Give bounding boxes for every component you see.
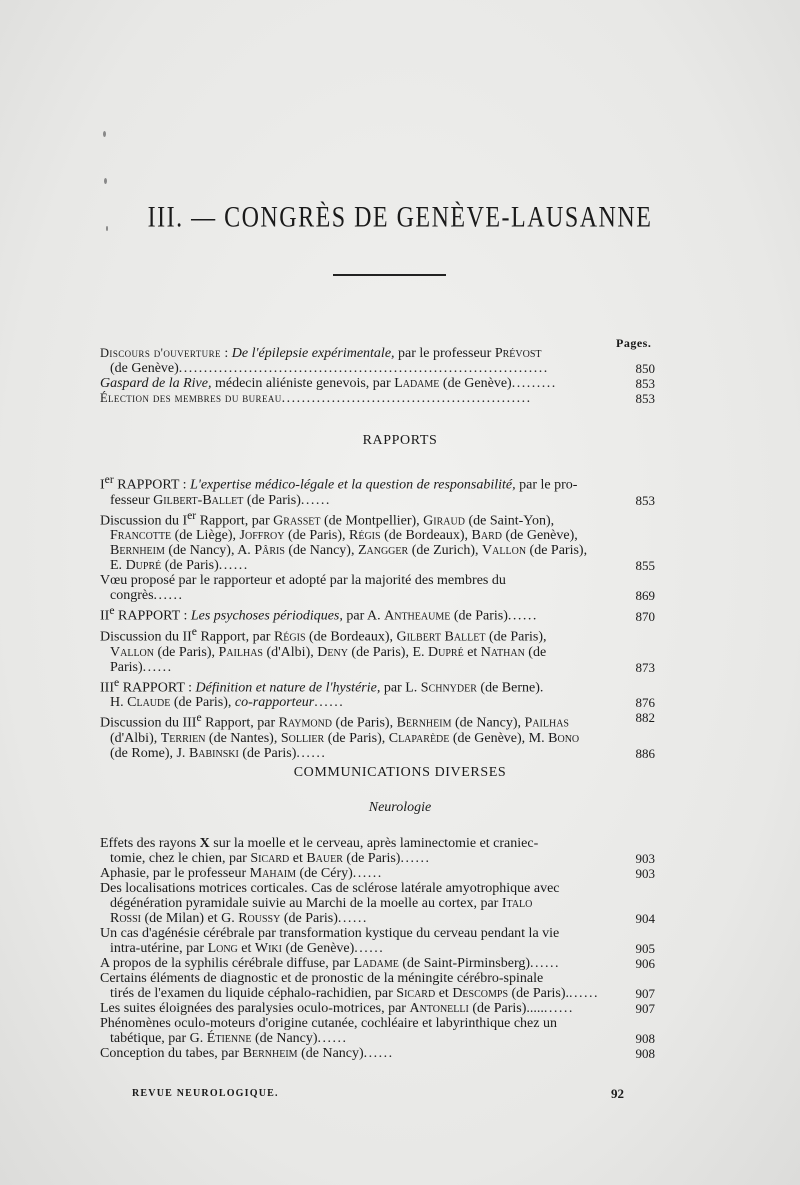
entry-lead: Discours d'ouverture xyxy=(100,346,221,360)
entry-line: fesseur Gilbert-Ballet (de Paris)...... xyxy=(110,492,331,508)
leader-dots: ...... xyxy=(153,588,184,604)
page-number: 907 xyxy=(635,986,655,1001)
entry-line: A propos de la syphilis cérébrale diffuse, par Ladame (de Saint-Pirminsberg)...... xyxy=(100,956,561,971)
entry-line: dégénération pyramidale suivie au Marchi de la moelle au cortex, par Italo xyxy=(110,896,533,911)
entry-line: IIIe RAPPORT : Définition et nature de l'hystérie, par L. Schnyder (de Berne). xyxy=(100,675,544,696)
toc-entry-c9 xyxy=(100,1046,655,1061)
leader-dots: ...... xyxy=(543,1001,574,1016)
section-subheading-neurologie: Neurologie xyxy=(368,800,432,815)
entry-lead: Élection des membres du bureau xyxy=(100,391,282,405)
scan-speck xyxy=(104,178,107,184)
section-heading-rapports: RAPPORTS xyxy=(362,433,438,448)
footer-sheet-number: 92 xyxy=(611,1086,624,1101)
leader-dots: ...... xyxy=(317,1031,348,1046)
entry-line: (de Rome), J. Babinski (de Paris)...... xyxy=(110,745,327,761)
page-number: 850 xyxy=(635,361,655,376)
entry-line: Bernheim (de Nancy), A. Pâris (de Nancy), Zangger (de Zurich), Vallon (de Paris), xyxy=(110,543,588,559)
page-number: 903 xyxy=(635,866,655,881)
toc-entry-c5 xyxy=(100,956,655,971)
page-number: 905 xyxy=(635,941,655,956)
entry-line: E. Dupré (de Paris)...... xyxy=(110,558,249,574)
entry-title: Gaspard de la Rive, xyxy=(100,376,212,391)
toc-entry-discours xyxy=(100,346,655,376)
leader-dots: ...... xyxy=(354,941,385,956)
toc-communications xyxy=(100,836,655,1061)
leader-dots: ......... xyxy=(511,376,557,391)
entry-line: IIe RAPPORT : Les psychoses périodiques, par A. Antheaume (de Paris)...... xyxy=(100,604,538,624)
entry-line: Certains éléments de diagnostic et de pronostic de la méningite cérébro-spinale xyxy=(100,971,544,986)
page-number: 870 xyxy=(635,608,655,624)
leader-dots: ...... xyxy=(314,695,345,711)
entry-line: Vallon (de Paris), Pailhas (d'Albi), Deny (de Paris), E. Dupré et Nathan (de xyxy=(110,644,547,660)
entry-line: Aphasie, par le professeur Mahaim (de Céry)...... xyxy=(100,866,383,881)
entry-line: Discussion du Ier Rapport, par Grasset (de Montpellier), Giraud (de Saint-Yon), xyxy=(100,508,555,529)
section-heading-communications: COMMUNICATIONS DIVERSES xyxy=(293,765,507,780)
page-number: 855 xyxy=(635,558,655,574)
leader-dots: ...... xyxy=(337,911,368,926)
leader-dots: ...... xyxy=(296,745,327,761)
leader-dots: ...... xyxy=(352,866,383,881)
entry-line: tomie, chez le chien, par Sicard et Bauer (de Paris)...... xyxy=(110,851,431,866)
entry-line: tirés de l'examen du liquide céphalo-rachidien, par Sicard et Descomps (de Paris)....... xyxy=(110,986,600,1001)
entry-title: De l'épilepsie expérimentale, xyxy=(231,346,395,361)
entry-line: Effets des rayons X sur la moelle et le cerveau, après laminectomie et craniec- xyxy=(100,836,539,851)
entry-line: tabétique, par G. Étienne (de Nancy)...... xyxy=(110,1031,348,1046)
entry-line: Vœu proposé par le rapporteur et adopté par la majorité des membres du xyxy=(100,573,506,589)
page-number-secondary: 882 xyxy=(635,710,655,726)
page-title: III. — CONGRÈS DE GENÈVE-LAUSANNE xyxy=(147,201,653,235)
title-rule xyxy=(333,274,446,276)
toc-entry-d2 xyxy=(100,624,655,675)
page-number: 908 xyxy=(635,1031,655,1046)
entry-line: Un cas d'agénésie cérébrale par transformation kystique du cerveau pendant la vie xyxy=(100,926,560,941)
leader-dots: ...... xyxy=(507,608,538,624)
leader-dots: .................................................. xyxy=(281,391,532,406)
toc-entry-c7 xyxy=(100,1001,655,1016)
toc-entry-c8 xyxy=(100,1016,655,1046)
entry-author: Prévost xyxy=(494,346,542,361)
entry-line: Paris)...... xyxy=(110,659,173,675)
page-number: 886 xyxy=(635,745,655,761)
scan-speck xyxy=(103,131,106,137)
toc-entry-gaspard xyxy=(100,376,655,391)
leader-dots: ...... xyxy=(142,659,173,675)
page-number: 904 xyxy=(635,911,655,926)
page-number: 903 xyxy=(635,851,655,866)
leader-dots: ...... xyxy=(569,986,600,1001)
toc-entry-c1 xyxy=(100,836,655,866)
leader-dots: ...... xyxy=(363,1046,394,1061)
page-number: 906 xyxy=(635,956,655,971)
entry-sep: : xyxy=(220,346,232,361)
entry-line: Francotte (de Liège), Joffroy (de Paris), Régis (de Bordeaux), Bard (de Genève), xyxy=(110,528,578,544)
entry-text: par le professeur xyxy=(394,346,495,361)
entry-line: Discussion du IIIe Rapport, par Raymond (de Paris), Bernheim (de Nancy), Pailhas xyxy=(100,711,569,731)
toc-opening xyxy=(100,346,655,406)
toc-entry-c2 xyxy=(100,866,655,881)
toc-rapports xyxy=(100,472,655,761)
entry-line: Des localisations motrices corticales. Cas de sclérose latérale amyotrophique avec xyxy=(100,881,560,896)
page-number: 853 xyxy=(635,492,655,508)
page-number: 869 xyxy=(635,588,655,604)
footer-journal-name: REVUE NEUROLOGIQUE. xyxy=(132,1088,279,1099)
entry-line: Ier RAPPORT : L'expertise médico-légale et la question de responsabilité, par le pro- xyxy=(100,473,578,493)
page-number: 876 xyxy=(635,695,655,711)
toc-entry-c3 xyxy=(100,881,655,926)
page-number: 873 xyxy=(635,659,655,675)
leader-dots: ...... xyxy=(530,956,561,971)
toc-entry-c4 xyxy=(100,926,655,956)
page-number: 853 xyxy=(635,376,655,391)
page-number: 853 xyxy=(635,391,655,406)
pages-column-label: Pages. xyxy=(616,336,652,350)
leader-dots: ...... xyxy=(400,851,431,866)
entry-text: (de Genève) xyxy=(110,361,179,376)
entry-line: H. Claude (de Paris), co-rapporteur...... xyxy=(110,695,345,711)
entry-text: (de Genève) xyxy=(439,376,512,391)
page-number: 908 xyxy=(635,1046,655,1061)
toc-entry-d3 xyxy=(100,710,655,761)
toc-entry-d1 xyxy=(100,508,655,574)
leader-dots: ...... xyxy=(218,558,249,574)
toc-entry-v1 xyxy=(100,573,655,604)
toc-entry-r2 xyxy=(100,603,655,624)
leader-dots: ...... xyxy=(300,492,331,508)
entry-line: Discussion du IIe Rapport, par Régis (de Bordeaux), Gilbert Ballet (de Paris), xyxy=(100,624,547,645)
entry-line: Conception du tabes, par Bernheim (de Nancy)...... xyxy=(100,1046,394,1061)
entry-line: (d'Albi), Terrien (de Nantes), Sollier (de Paris), Claparède (de Genève), M. Bono xyxy=(110,730,580,746)
entry-line: Les suites éloignées des paralysies oculo-motrices, par Antonelli (de Paris)........... xyxy=(100,1001,574,1016)
leader-dots: .......................................................................... xyxy=(178,361,549,376)
toc-entry-election xyxy=(100,391,655,406)
entry-line: intra-utérine, par Long et Wiki (de Genève)...... xyxy=(110,941,385,956)
entry-line: congrès...... xyxy=(110,588,184,604)
toc-entry-r1 xyxy=(100,472,655,508)
entry-line: Phénomènes oculo-moteurs d'origine cutanée, cochléaire et labyrinthique chez un xyxy=(100,1016,557,1031)
entry-text: médecin aliéniste genevois, par xyxy=(211,376,395,391)
page-number: 907 xyxy=(635,1001,655,1016)
toc-entry-c6 xyxy=(100,971,655,1001)
entry-line: Rossi (de Milan) et G. Roussy (de Paris)...... xyxy=(110,911,368,926)
entry-author: Ladame xyxy=(394,376,440,391)
